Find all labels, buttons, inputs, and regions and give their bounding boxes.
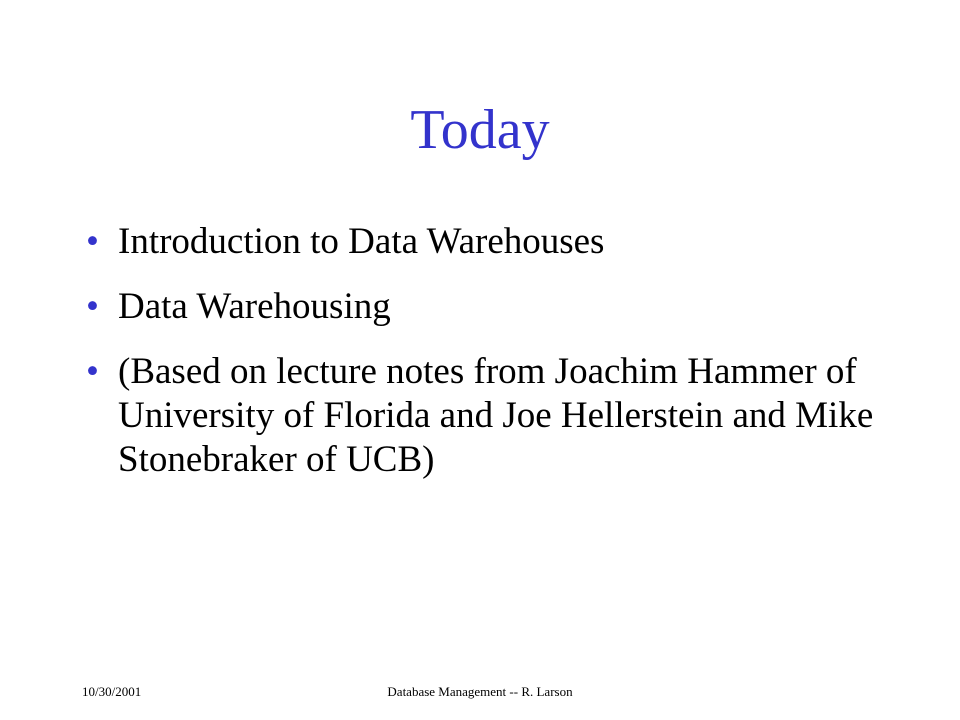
bullet-text: Introduction to Data Warehouses	[118, 221, 605, 262]
bullet-item	[86, 350, 906, 482]
bullet-marker-icon: •	[86, 286, 99, 327]
footer-date: 10/30/2001	[82, 684, 142, 699]
bullet-item	[86, 285, 906, 329]
bullet-text: Data Warehousing	[118, 286, 391, 327]
footer-course-author: Database Management -- R. Larson	[387, 684, 573, 699]
bullet-marker-icon: •	[86, 351, 99, 392]
bullet-item	[86, 220, 906, 264]
slide-title: Today	[410, 99, 550, 161]
bullet-marker-icon: •	[86, 221, 99, 262]
bullet-list	[86, 220, 906, 503]
bullet-text: (Based on lecture notes from Joachim Hammer of University of Florida and Joe Hellerstein and Mike Stonebraker of UCB)	[118, 351, 874, 480]
